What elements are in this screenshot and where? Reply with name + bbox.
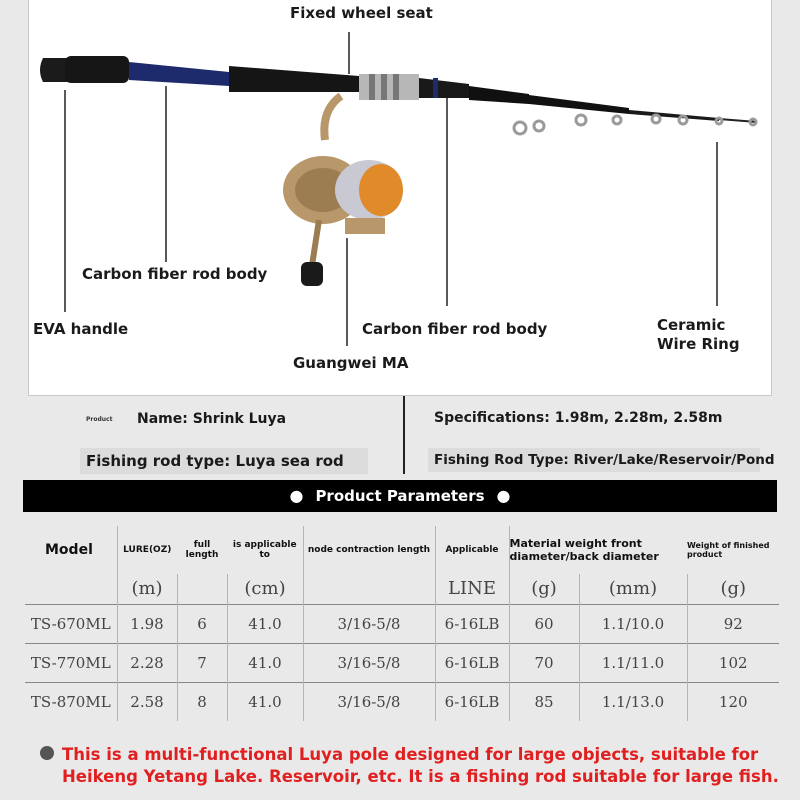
table-row xyxy=(25,682,779,721)
unit-m: (m) xyxy=(117,574,177,604)
cell-diameter: 1.1/13.0 xyxy=(579,682,687,721)
rod-lower-blank xyxy=(129,62,229,86)
rod-section-1 xyxy=(419,78,469,98)
header-applicable: is applicable to xyxy=(227,526,303,574)
header-model: Model xyxy=(25,526,117,574)
cell-model: TS-870ML xyxy=(25,682,117,721)
cell-nodes: 6 xyxy=(177,604,227,643)
unit-cm: (cm) xyxy=(227,574,303,604)
label-ceramic-ring: Ceramic Wire Ring xyxy=(657,316,740,353)
product-name: Name: Shrink Luya xyxy=(137,411,287,427)
cell-line: 6-16LB xyxy=(435,643,509,682)
header-lure: LURE(OZ) xyxy=(123,545,172,555)
cell-material-weight: 60 xyxy=(509,604,579,643)
cell-contraction: 41.0 xyxy=(227,643,303,682)
cell-lure: 3/16-5/8 xyxy=(303,604,435,643)
eva-handle-grip xyxy=(65,56,129,83)
cell-model: TS-770ML xyxy=(25,643,117,682)
params-title: Product Parameters xyxy=(315,487,485,505)
cell-material-weight: 85 xyxy=(509,682,579,721)
rod-section-2 xyxy=(469,86,529,104)
label-eva-handle: EVA handle xyxy=(33,320,129,338)
fore-grip xyxy=(229,66,359,92)
reel-stem xyxy=(324,96,341,140)
header-full-length: full length xyxy=(185,540,219,560)
cell-length: 2.58 xyxy=(117,682,177,721)
table-row xyxy=(25,643,779,682)
reel-seat xyxy=(359,74,419,100)
header-applicable-2: Applicable xyxy=(435,526,509,574)
cell-lure: 3/16-5/8 xyxy=(303,682,435,721)
product-tag: Product xyxy=(86,416,113,423)
rod-diagram xyxy=(28,0,772,396)
header-weight: Weight of finished product xyxy=(687,541,770,559)
bullet-dot-icon: ● xyxy=(289,486,304,505)
cell-line: 6-16LB xyxy=(435,682,509,721)
cell-contraction: 41.0 xyxy=(227,682,303,721)
label-carbon-body-left: Carbon fiber rod body xyxy=(82,265,268,283)
unit-g: (g) xyxy=(509,574,579,604)
cell-weight: 102 xyxy=(687,643,779,682)
table-row xyxy=(25,604,779,643)
rod-section-4 xyxy=(629,110,719,121)
parameters-table xyxy=(25,526,779,721)
header-node-contraction: node contraction length xyxy=(303,526,435,574)
cell-nodes: 7 xyxy=(177,643,227,682)
rod-type-left: Fishing rod type: Luya sea rod xyxy=(80,448,368,474)
cell-material-weight: 70 xyxy=(509,643,579,682)
rod-type-right: Fishing Rod Type: River/Lake/Reservoir/Pond xyxy=(428,448,760,472)
info-divider xyxy=(403,396,405,474)
unit-line: LINE xyxy=(435,574,509,604)
unit-g2: (g) xyxy=(720,578,747,600)
product-specifications: Specifications: 1.98m, 2.28m, 2.58m xyxy=(434,410,723,426)
rod-section-3 xyxy=(529,95,629,114)
cell-weight: 92 xyxy=(687,604,779,643)
reel-handle-knob xyxy=(301,262,323,286)
feature-note-text: This is a multi-functional Luya pole designed for large objects, suitable for Heikeng Yetang Lake. Reservoir, etc. It is a fishing rod suitable for large fish. xyxy=(62,745,779,786)
bullet-circle-icon xyxy=(40,746,54,760)
rod-butt-cap xyxy=(40,58,69,82)
bullet-dot-icon: ● xyxy=(496,486,511,505)
cell-contraction: 41.0 xyxy=(227,604,303,643)
cell-diameter: 1.1/11.0 xyxy=(579,643,687,682)
label-guangwei: Guangwei MA xyxy=(293,354,409,372)
cell-model: TS-670ML xyxy=(25,604,117,643)
label-carbon-body-right: Carbon fiber rod body xyxy=(362,320,548,338)
cell-weight: 120 xyxy=(687,682,779,721)
cell-line: 6-16LB xyxy=(435,604,509,643)
product-parameters-bar xyxy=(23,480,777,512)
label-fixed-wheel-seat: Fixed wheel seat xyxy=(290,4,433,22)
header-material: Material weight front diameter/back diameter xyxy=(509,537,659,563)
cell-length: 2.28 xyxy=(117,643,177,682)
cell-diameter: 1.1/10.0 xyxy=(579,604,687,643)
cell-length: 1.98 xyxy=(117,604,177,643)
cell-nodes: 8 xyxy=(177,682,227,721)
cell-lure: 3/16-5/8 xyxy=(303,643,435,682)
ceramic-guides xyxy=(514,115,756,134)
unit-mm: (mm) xyxy=(579,574,687,604)
